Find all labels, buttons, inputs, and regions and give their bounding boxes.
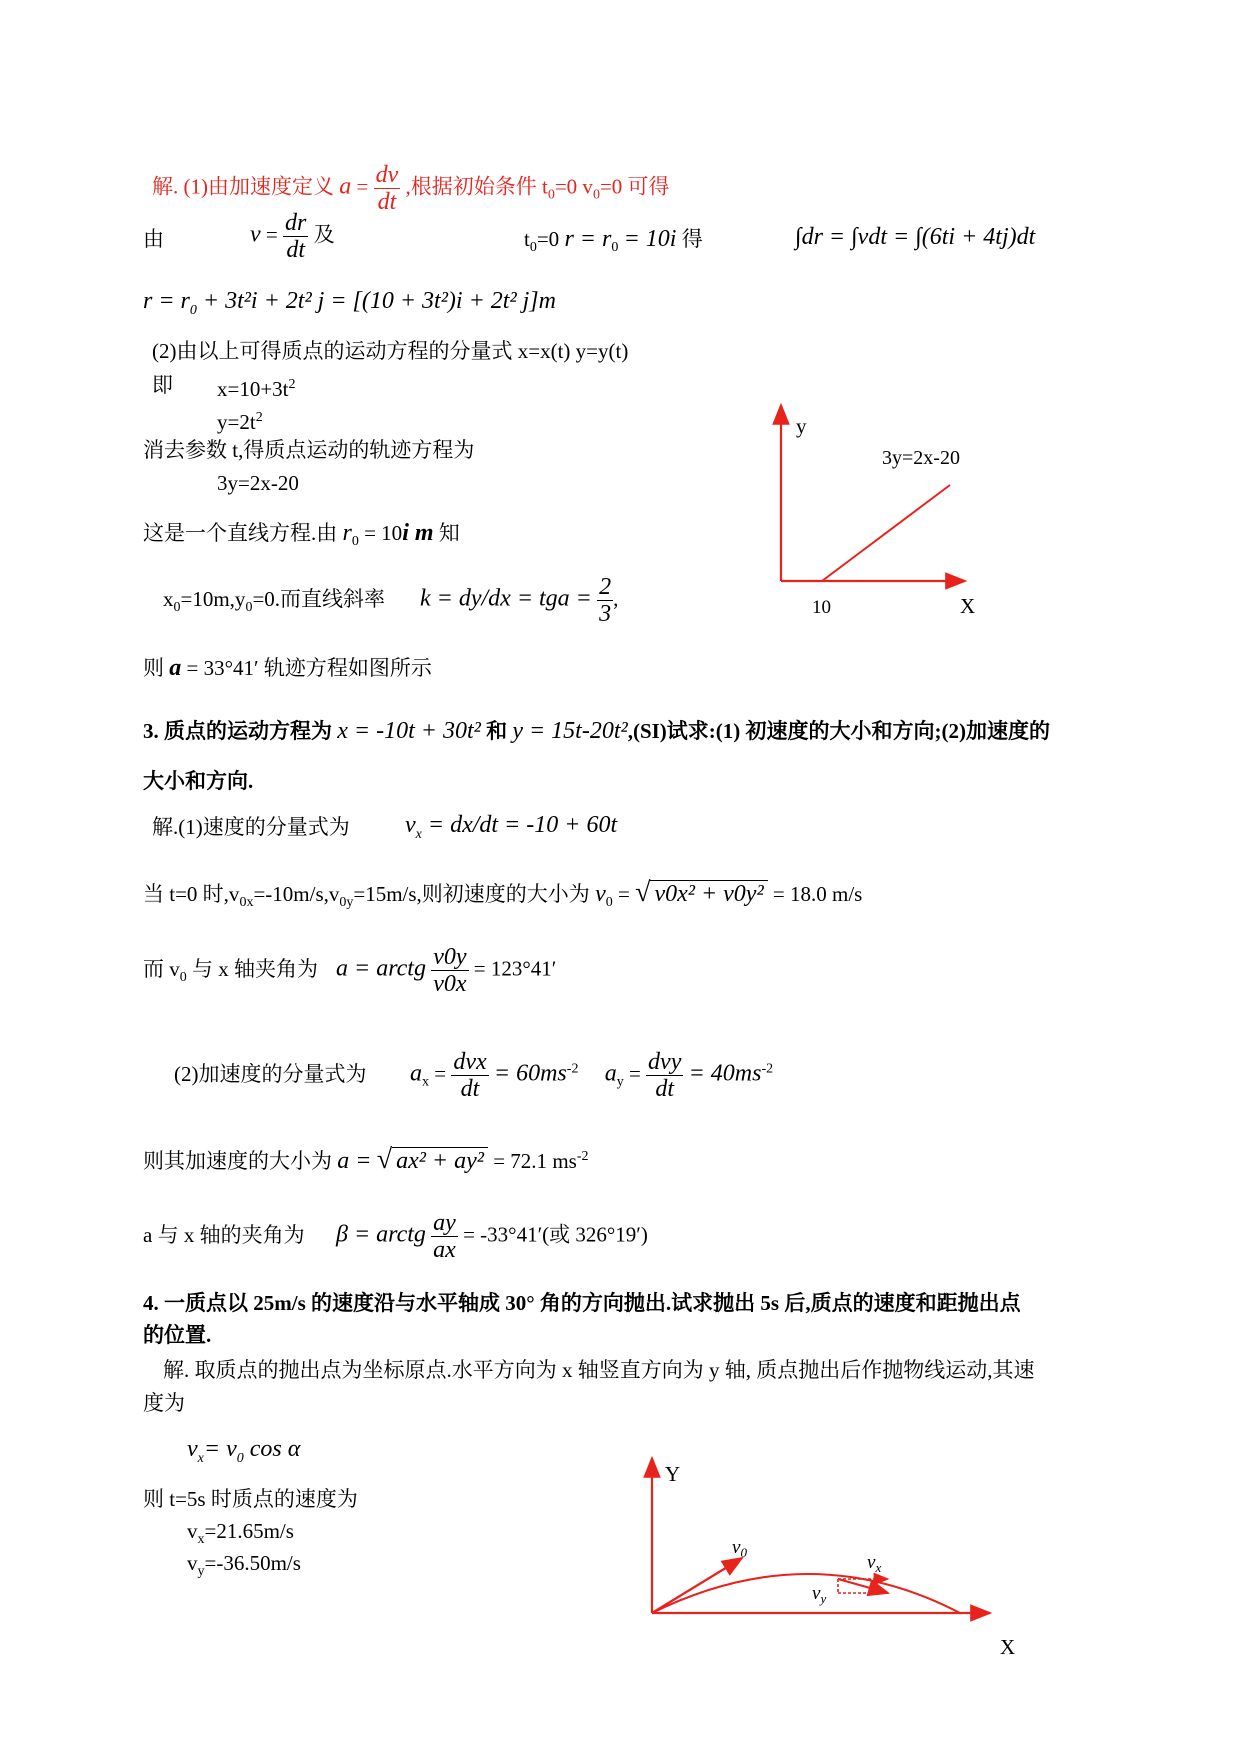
sol2-y: $y=2t^2$ — [217, 410, 263, 434]
q3-s4: (2)加速度的分量式为 — [174, 1062, 367, 1086]
q4-s3: 则 t=5s 时质点的速度为 — [143, 1487, 358, 1511]
graph2-v0-arrow — [652, 1558, 742, 1613]
sol2-line2: 由 — [143, 227, 164, 251]
sol2-integral: ∫dr = ∫vdt = ∫(6ti + 4tj)dt — [795, 224, 1036, 250]
sol2-ji: 即 — [152, 373, 173, 397]
sol2-line-eq: 这是一个直线方程.由 $r_0 = 10i$ m 知 — [143, 520, 460, 550]
sol2-slope: $x_0=10m,y_0=0$.而直线斜率 — [163, 587, 386, 616]
q3-title: 3. 质点的运动方程为 x = -10t + 30t² 和 y = 15t-20t²,(SI)试求:(1) 初速度的大小和方向;(2)加速度的 — [143, 718, 1050, 744]
sol2-v-def: v = $\frac{dr}{dt}$ 及 — [250, 210, 335, 263]
graph2-vx-label: $v_x$ — [867, 1552, 882, 1575]
q4-title: 4. 一质点以 25m/s 的速度沿与水平轴成 30° 角的方向抛出.试求抛出 5s 后,质点的速度和距抛出点 — [143, 1291, 1021, 1315]
q3-s3-formula: a = arctg $\frac{v0y}{v0x}$ = 123°41′ — [336, 944, 557, 997]
q3-s1-formula: $v_x = dx/dt = -10 + 60t$ — [405, 812, 618, 842]
q3-s5: 则其加速度的大小为 a = √ ax² + ay² = 72.1 $ms^{-2}$ — [143, 1144, 589, 1175]
q4-s2: 度为 — [143, 1391, 185, 1415]
graph1-line-label: 3y=2x-20 — [882, 447, 960, 469]
graph2-y-label: Y — [665, 1462, 681, 1486]
sol2-line1: 解. (1)由加速度定义 a = $\frac{dv}{dt}$ ,根据初始条件 $t_0=0$ $v_0=0$ 可得 — [152, 162, 670, 215]
q4-vx-formula: $v_x= v_0$ cos α — [187, 1436, 301, 1466]
graph2-x-label: X — [1000, 1635, 1016, 1659]
q3-s2: 当 t=0 时$,v_{0x}=-10m/s,v_{0y}=15m/s$,则初速度的大小为 $v_0$ = √ v0x² + v0y² = 18.0 m/s — [143, 877, 863, 911]
q4-title-2: 的位置. — [143, 1323, 212, 1347]
graph1-y-label: y — [796, 414, 807, 438]
sol2-elim: 消去参数 t,得质点运动的轨迹方程为 — [143, 438, 475, 462]
q3-s4-formula: $a_x$ = $\frac{\text{dvx}}{dt}$ = $60ms^{-2}$ $a_y$ = $\frac{\text{dvy}}{dt}$ = $40ms^{-2}$ — [410, 1049, 774, 1102]
q3-s3: 而 $v_0$ 与 x 轴夹角为 — [143, 957, 318, 986]
q3-title-2: 大小和方向. — [143, 769, 254, 793]
graph2-v0-label: $v_0$ — [732, 1537, 747, 1560]
q3-s1: 解.(1)速度的分量式为 — [152, 815, 350, 839]
graph1-line — [822, 485, 950, 581]
graph1-tick: 10 — [812, 597, 831, 618]
graph2-v-result — [838, 1579, 888, 1593]
sol2-angle: 则 a = 33°41′ 轨迹方程如图所示 — [143, 655, 432, 681]
sol2-x: $x=10+3t^2$ — [217, 377, 296, 401]
graph2-trajectory — [652, 1574, 960, 1613]
sol2-p2: (2)由以上可得质点的运动方程的分量式 x=x(t) y=y(t) — [152, 339, 629, 363]
q4-vx: $v_x=21.65m/s$ — [187, 1519, 294, 1548]
graph1-x-label: X — [960, 594, 976, 618]
trajectory-graph — [760, 395, 990, 625]
sol2-traj: 3y=2x-20 — [217, 471, 299, 495]
graph2-vy-label: $v_y$ — [812, 1583, 827, 1606]
q4-s1: 解. 取质点的抛出点为坐标原点.水平方向为 x 轴竖直方向为 y 轴, 质点抛出后作抛物线运动,其速 — [163, 1358, 1035, 1382]
q3-s6-formula: β = arctg $\frac{ay}{ax}$ = -33°41′(或 326°19′) — [336, 1210, 648, 1263]
sol2-r0: $t_0=0$ $r = r_0 = 10i$ 得 — [524, 226, 703, 256]
q3-s6: a 与 x 轴的夹角为 — [143, 1223, 305, 1247]
sol2-slope-formula: k = dy/dx = tga = $\frac{2}{3}$ , — [420, 574, 619, 627]
sol2-line3: $r = r_0 + 3t^2i + 2t^2$ j = [(10 + 3t²)i + 2t² j]m — [143, 288, 556, 318]
q4-vy: $v_y=-36.50m/s$ — [187, 1551, 301, 1580]
projectile-graph — [630, 1450, 1040, 1660]
